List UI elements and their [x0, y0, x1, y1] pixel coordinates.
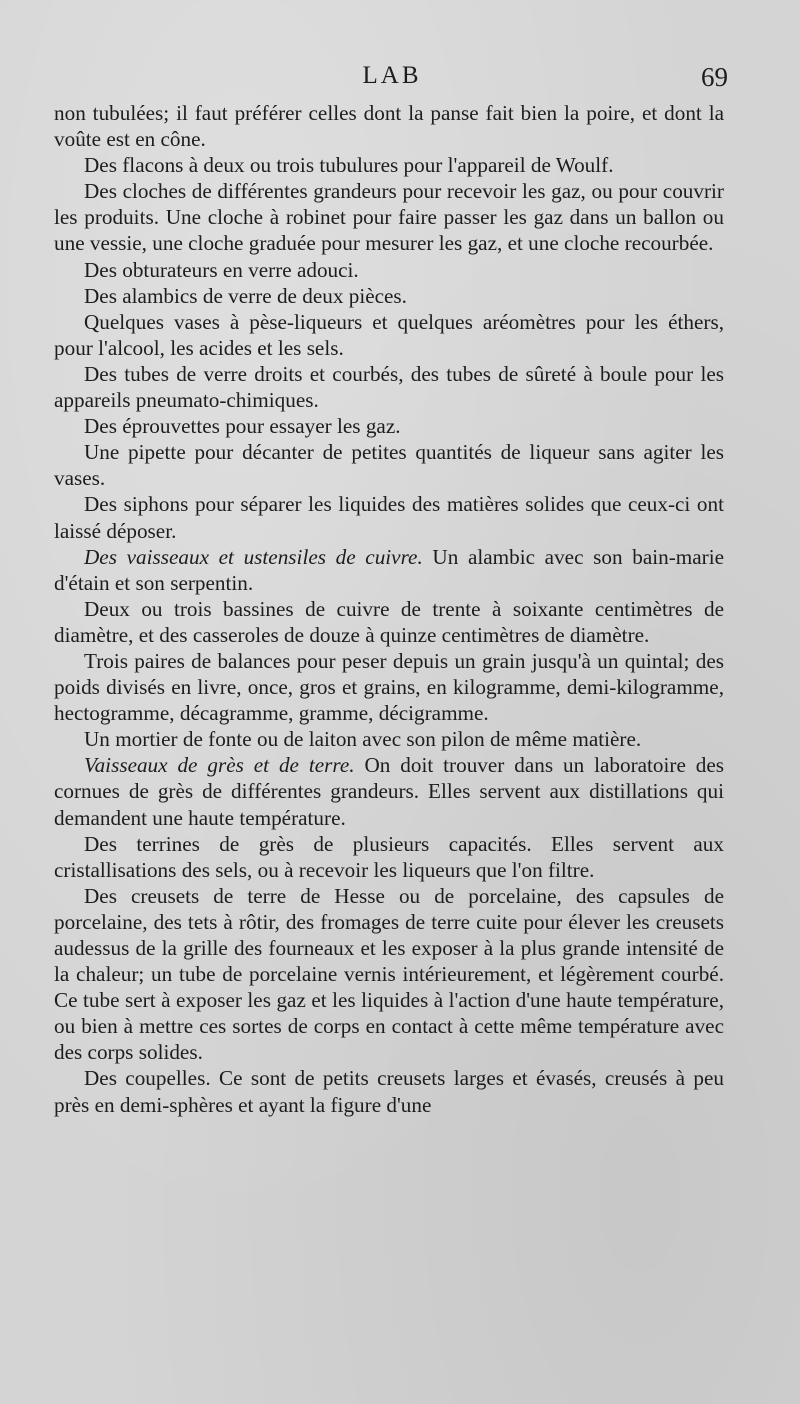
running-head: LAB — [362, 62, 422, 89]
paragraph — [54, 491, 724, 543]
paragraph — [54, 413, 724, 439]
paragraph — [54, 283, 724, 309]
paragraph-text: non tubulées; il faut préférer celles dont la panse fait bien la poire, et dont la voûte est en cône. — [54, 101, 724, 152]
paragraph — [54, 309, 724, 361]
paragraph-text: Des éprouvettes pour essayer les gaz. — [84, 414, 401, 439]
paragraph-text: Trois paires de balances pour peser depuis un grain jusqu'à un quintal; des poids divisés en livre, once, gros et grains, en kilogramme, demi-kilogramme, hectogramme, décagramme, gramme, décigramme. — [54, 648, 724, 726]
paragraph — [54, 883, 724, 1066]
paragraph-text: Quelques vases à pèse-liqueurs et quelques aréomètres pour les éthers, pour l'alcool, les acides et les sels. — [54, 309, 724, 360]
text-body — [54, 100, 724, 1118]
paragraph-text: Un mortier de fonte ou de laiton avec son pilon de même matière. — [84, 727, 642, 752]
paragraph — [54, 596, 724, 648]
section-heading: Vaisseaux de grès et de terre. — [84, 753, 355, 778]
paragraph-text: Des coupelles. Ce sont de petits creusets larges et évasés, creusés à peu près en demi-sphères et ayant la figure d'une — [54, 1066, 724, 1117]
paragraph-text: Une pipette pour décanter de petites quantités de liqueur sans agiter les vases. — [54, 440, 724, 491]
paragraph-text: Des obturateurs en verre adouci. — [84, 257, 359, 282]
paragraph — [54, 361, 724, 413]
paragraph-text: Des terrines de grès de plusieurs capacités. Elles servent aux cristallisations des sels, ou à recevoir les liqueurs que l'on filtre. — [54, 831, 724, 882]
paragraph-text: Des cloches de différentes grandeurs pour recevoir les gaz, ou pour couvrir les produits. Une cloche à robinet pour faire passer les gaz dans un ballon ou une vessie, une cloche graduée pour mesurer les gaz, et une cloche recourbée. — [54, 179, 724, 256]
paragraph — [54, 178, 724, 256]
paragraph — [54, 257, 724, 283]
paragraph-text: Des creusets de terre de Hesse ou de porcelaine, des capsules de porcelaine, des tets à rôtir, des fromages de terre cuite pour élever les creusets audessus de la grille des fourneaux et les exposer à la plus grande intensité de la chaleur; un tube de porcelaine vernis intérieurement, et légèrement courbé. Ce tube sert à exposer les gaz et les liquides à l'action d'une haute température, ou bien à mettre ces sortes de corps en contact à cette même température avec des corps solides. — [54, 883, 724, 1065]
paragraph — [54, 752, 724, 830]
paragraph — [54, 100, 724, 152]
paragraph-text: Des tubes de verre droits et courbés, des tubes de sûreté à boule pour les appareils pneumato-chimiques. — [54, 361, 724, 413]
paragraph — [54, 726, 724, 752]
section-heading: Des vaisseaux et ustensiles de cuivre. — [84, 544, 423, 569]
paragraph — [54, 152, 724, 178]
page-header — [56, 62, 728, 98]
paragraph-text: On doit trouver dans un laboratoire des cornues de grès de différentes grandeurs. Elles servent aux distillations qui demandent une haute température. — [54, 753, 725, 830]
paragraph-text: Deux ou trois bassines de cuivre de trente à soixante centimètres de diamètre, et des casseroles de douze à quinze centimètres de diamètre. — [54, 596, 724, 647]
page-number: 69 — [701, 62, 728, 92]
paragraph — [54, 648, 724, 726]
paragraph-text: Des flacons à deux ou trois tubulures pour l'appareil de Woulf. — [84, 153, 614, 178]
paragraph — [54, 544, 724, 596]
paragraph — [54, 831, 724, 883]
paragraph-text: Des alambics de verre de deux pièces. — [84, 283, 407, 308]
paragraph — [54, 1065, 724, 1117]
paragraph-text: Un alambic avec son bain-marie d'étain et son serpentin. — [54, 544, 724, 595]
paragraph-text: Des siphons pour séparer les liquides des matières solides que ceux-ci ont laissé déposer. — [54, 492, 724, 543]
paragraph — [54, 439, 724, 491]
